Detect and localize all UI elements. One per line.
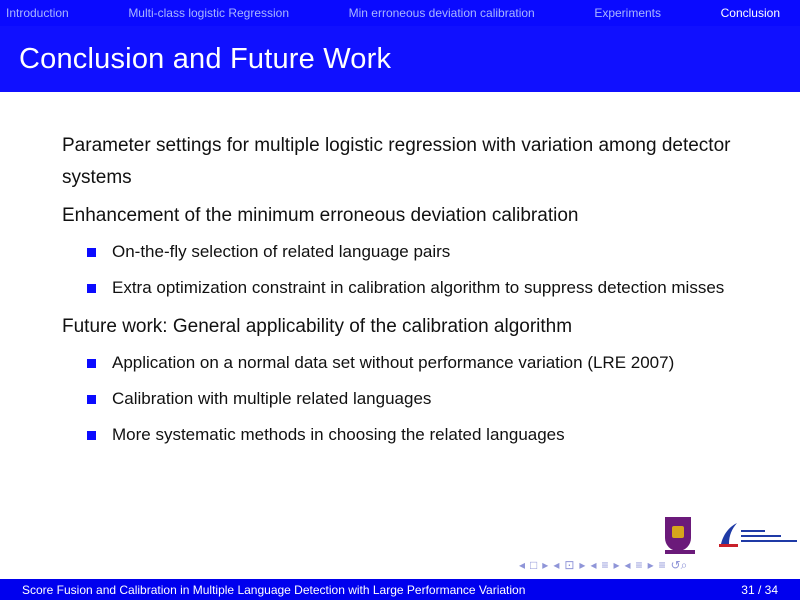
prev-slide-icon[interactable]: ◂ [519,558,526,572]
slide-content [62,130,752,458]
list-item [62,238,752,265]
future-work-list [62,349,752,448]
crest-caption-icon [665,550,695,554]
nav-experiments[interactable]: Experiments [594,6,662,20]
crest-logo-icon [665,517,691,551]
institution-text-icon [741,530,799,548]
subsection-icon[interactable]: ≡ [601,558,609,572]
list-item-text: Calibration with multiple related languages [112,389,432,408]
page-number: 31 / 34 [580,579,800,600]
list-item-text: On-the-fly selection of related language pairs [112,242,451,261]
list-item [62,421,752,448]
nav-min-erroneous-deviation-calibration[interactable]: Min erroneous deviation calibration [348,6,535,20]
slide-title: Conclusion and Future Work [19,42,392,75]
frame-icon[interactable]: ⊡ [564,558,575,572]
bullet-square-icon [87,395,96,404]
point-parameter-settings: Parameter settings for multiple logistic regression with variation among detector systems [62,135,731,188]
footer-bar [0,579,800,600]
list-item-text: Extra optimization constraint in calibration algorithm to suppress detection misses [112,278,725,297]
prev-section-icon[interactable]: ◂ [624,558,631,572]
nav-conclusion[interactable]: Conclusion [720,6,780,20]
prev-frame-icon[interactable]: ◂ [553,558,560,572]
title-bar [0,26,800,92]
star-logo-icon [717,520,739,548]
slide-icon[interactable]: □ [530,558,538,572]
point-future-work: Future work: General applicability of the calibration algorithm [62,316,573,337]
list-item-text: More systematic methods in choosing the related languages [112,425,565,444]
beamer-nav-icons [519,557,687,573]
prev-subsection-icon[interactable]: ◂ [590,558,597,572]
next-slide-icon[interactable]: ▸ [542,558,549,572]
bullet-square-icon [87,284,96,293]
footer-title: Score Fusion and Calibration in Multiple Language Detection with Large Performance Variation [0,579,580,600]
bullet-square-icon [87,248,96,257]
list-item [62,274,752,301]
bullet-square-icon [87,431,96,440]
next-frame-icon[interactable]: ▸ [579,558,586,572]
enhancement-list [62,238,752,301]
next-section-icon[interactable]: ▸ [647,558,654,572]
list-item [62,349,752,376]
nav-introduction[interactable]: Introduction [6,6,69,20]
next-subsection-icon[interactable]: ▸ [613,558,620,572]
list-item-text: Application on a normal data set without performance variation (LRE 2007) [112,353,675,372]
section-nav [0,0,800,26]
list-item [62,385,752,412]
logo-area [665,517,800,555]
point-enhancement: Enhancement of the minimum erroneous deviation calibration [62,205,579,226]
align-icon[interactable]: ≡ [658,558,666,572]
search-icon[interactable]: ↺⌕ [670,557,688,572]
bullet-square-icon [87,359,96,368]
section-icon[interactable]: ≡ [635,558,643,572]
nav-multiclass-logistic-regression[interactable]: Multi-class logistic Regression [128,6,290,20]
